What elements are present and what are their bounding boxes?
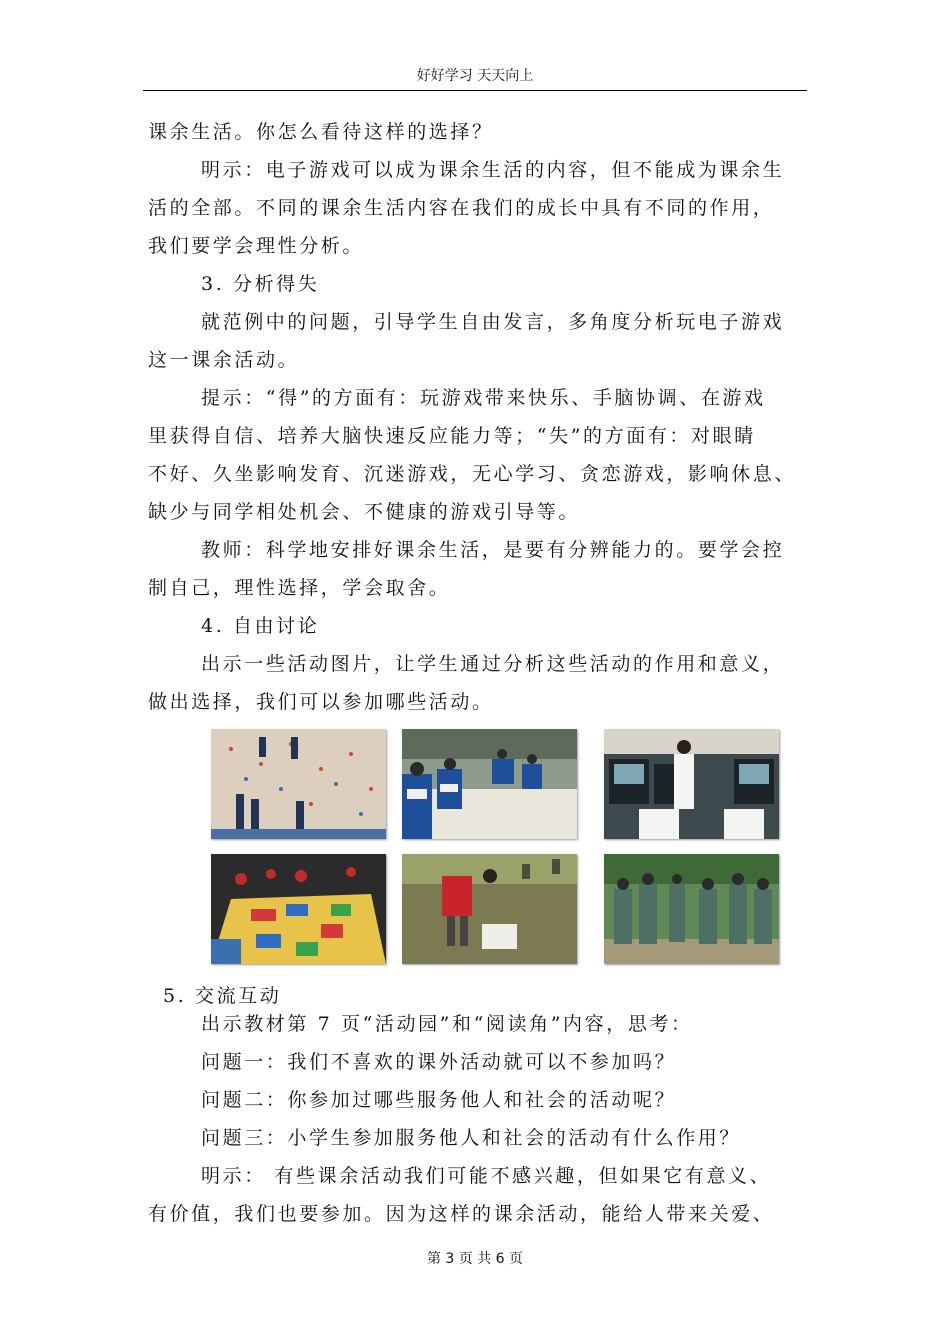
page-footer: 第 3 页 共 6 页 (426, 1251, 524, 1267)
board-game-photo (211, 854, 386, 964)
paragraph-line: 做出选择，我们可以参加哪些活动。 (148, 691, 494, 713)
game-arcade-photo (604, 729, 779, 839)
paragraph-line: 制自己，理性选择，学会取舍。 (148, 577, 451, 599)
page-header: 好好学习 天天向上 (143, 64, 807, 91)
section-heading: 4. 自由讨论 (201, 615, 320, 637)
paragraph-line: 课余生活。你怎么看待这样的选择？ (148, 121, 494, 143)
paragraph-line: 明示：电子游戏可以成为课余生活的内容，但不能成为课余生 (201, 159, 785, 181)
section-heading: 3. 分析得失 (201, 273, 320, 295)
climbing-wall-photo (211, 729, 386, 839)
paragraph-line: 就范例中的问题，引导学生自由发言，多角度分析玩电子游戏 (201, 311, 785, 333)
section-heading: 5. 交流互动 (163, 985, 282, 1007)
paragraph-line: 这一课余活动。 (148, 349, 300, 371)
paragraph-line: 里获得自信、培养大脑快速反应能力等；“失”的方面有：对眼睛 (148, 425, 756, 447)
litter-pickup-photo (402, 854, 577, 964)
students-drawing-photo (402, 729, 577, 839)
paragraph-line: 问题二：你参加过哪些服务他人和社会的活动呢？ (201, 1089, 677, 1111)
paragraph-line: 活的全部。不同的课余生活内容在我们的成长中具有不同的作用， (148, 197, 775, 219)
paragraph-line: 不好、久坐影响发育、沉迷游戏，无心学习、贪恋游戏，影响休息、 (148, 463, 797, 485)
paragraph-line: 有价值，我们也要参加。因为这样的课余活动，能给人带来关爱、 (148, 1203, 775, 1225)
paragraph-line: 出示一些活动图片，让学生通过分析这些活动的作用和意义， (201, 653, 785, 675)
paragraph-line: 问题一：我们不喜欢的课外活动就可以不参加吗？ (201, 1051, 677, 1073)
paragraph-line: 问题三：小学生参加服务他人和社会的活动有什么作用？ (201, 1127, 742, 1149)
paragraph-line: 教师：科学地安排好课余生活，是要有分辨能力的。要学会控 (201, 539, 785, 561)
paragraph-line: 出示教材第 7 页“活动园”和“阅读角”内容，思考： (201, 1013, 693, 1035)
military-training-photo (604, 854, 779, 964)
paragraph-line: 明示： 有些课余活动我们可能不感兴趣，但如果它有意义、 (201, 1165, 772, 1187)
paragraph-line: 我们要学会理性分析。 (148, 235, 365, 257)
paragraph-line: 缺少与同学相处机会、不健康的游戏引导等。 (148, 501, 581, 523)
paragraph-line: 提示：“得”的方面有：玩游戏带来快乐、手脑协调、在游戏 (201, 387, 766, 409)
